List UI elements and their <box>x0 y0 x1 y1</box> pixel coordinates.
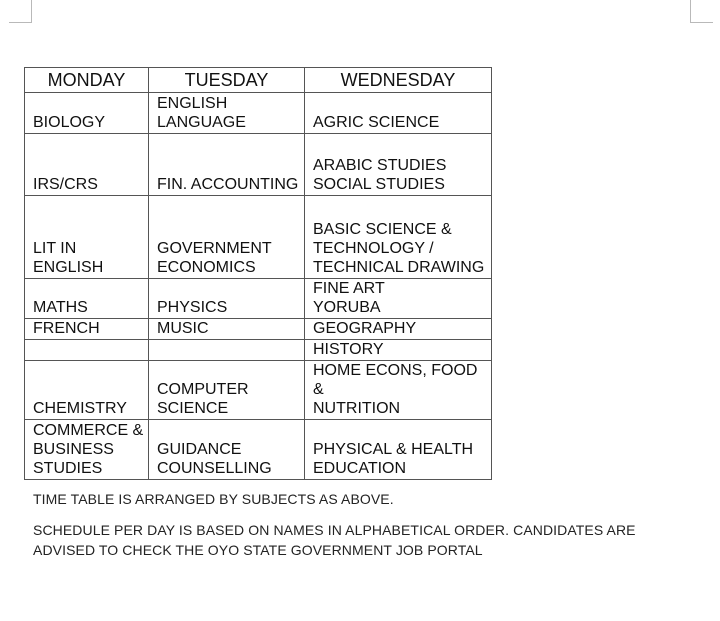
page-corner-mark-top-left <box>9 0 32 23</box>
timetable-body <box>25 93 492 480</box>
table-row <box>25 279 492 319</box>
cell-tuesday: PHYSICS <box>149 279 305 319</box>
cell-monday: COMMERCE & BUSINESS STUDIES <box>25 420 149 480</box>
cell-wednesday: BASIC SCIENCE & TECHNOLOGY / TECHNICAL DRAWING <box>305 196 492 279</box>
cell-wednesday: GEOGRAPHY <box>305 319 492 340</box>
table-row <box>25 361 492 420</box>
cell-wednesday: FINE ART YORUBA <box>305 279 492 319</box>
header-wednesday: WEDNESDAY <box>305 68 492 93</box>
timetable <box>24 67 492 480</box>
cell-monday: BIOLOGY <box>25 93 149 134</box>
cell-wednesday: HISTORY <box>305 340 492 361</box>
schedule-note: SCHEDULE PER DAY IS BASED ON NAMES IN ALPHABETICAL ORDER. CANDIDATES ARE ADVISED TO CHECK THE OYO STATE GOVERNMENT JOB PORTAL <box>33 522 636 558</box>
cell-tuesday: COMPUTER SCIENCE <box>149 361 305 420</box>
table-row <box>25 319 492 340</box>
cell-tuesday: ENGLISH LANGUAGE <box>149 93 305 134</box>
table-row <box>25 340 492 361</box>
cell-wednesday: ARABIC STUDIES SOCIAL STUDIES <box>305 134 492 196</box>
cell-wednesday: PHYSICAL & HEALTH EDUCATION <box>305 420 492 480</box>
cell-monday: LIT IN ENGLISH <box>25 196 149 279</box>
table-row <box>25 420 492 480</box>
cell-monday: MATHS <box>25 279 149 319</box>
timetable-header-row <box>25 68 492 93</box>
cell-wednesday: HOME ECONS, FOOD & NUTRITION <box>305 361 492 420</box>
cell-tuesday: GUIDANCE COUNSELLING <box>149 420 305 480</box>
cell-monday <box>25 340 149 361</box>
table-row <box>25 93 492 134</box>
cell-tuesday: MUSIC <box>149 319 305 340</box>
cell-monday: CHEMISTRY <box>25 361 149 420</box>
cell-wednesday: AGRIC SCIENCE <box>305 93 492 134</box>
arrangement-note: TIME TABLE IS ARRANGED BY SUBJECTS AS ABOVE. <box>33 491 394 507</box>
cell-tuesday: FIN. ACCOUNTING <box>149 134 305 196</box>
table-row <box>25 134 492 196</box>
header-monday: MONDAY <box>25 68 149 93</box>
cell-tuesday: GOVERNMENT ECONOMICS <box>149 196 305 279</box>
header-tuesday: TUESDAY <box>149 68 305 93</box>
cell-monday: FRENCH <box>25 319 149 340</box>
table-row <box>25 196 492 279</box>
cell-monday: IRS/CRS <box>25 134 149 196</box>
page-corner-mark-top-right <box>690 0 713 23</box>
cell-tuesday <box>149 340 305 361</box>
